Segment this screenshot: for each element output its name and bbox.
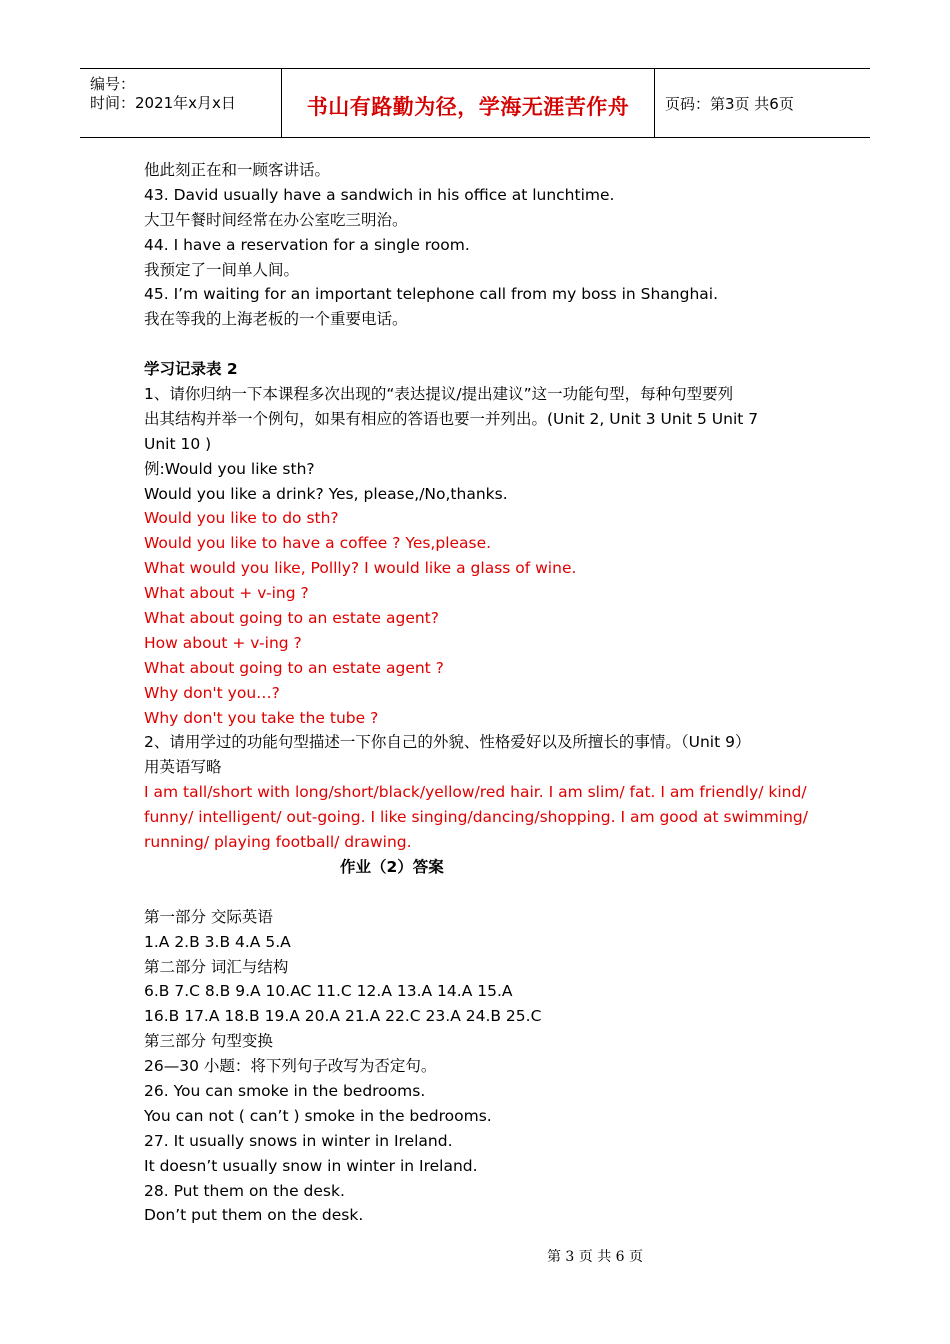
date-label: 时间：2021年x月x日 — [90, 94, 236, 112]
text-line: 第一部分 交际英语 — [144, 907, 273, 926]
text-line: 我在等我的上海老板的一个重要电话。 — [144, 310, 408, 329]
text-line: 28. Put them on the desk. — [144, 1181, 345, 1200]
text-line: 1、请你归纳一下本课程多次出现的“表达提议/提出建议”这一功能句型，每种句型要列 — [144, 385, 734, 404]
text-line: 作业（2）答案 — [340, 857, 444, 876]
page-number-label: 页码：第3页 共6页 — [665, 95, 794, 113]
text-line: What about going to an estate agent? — [144, 609, 439, 628]
text-line: funny/ intelligent/ out-going. I like singing/dancing/shopping. I am good at swimming/ — [144, 808, 808, 827]
page-footer — [0, 1246, 950, 1266]
text-line: 16.B 17.A 18.B 19.A 20.A 21.A 22.C 23.A 24.B 25.C — [144, 1007, 542, 1026]
text-line: 例:Would you like sth? — [144, 459, 315, 478]
text-line: 学习记录表 2 — [144, 360, 238, 379]
page-header — [80, 68, 870, 138]
text-line: 第三部分 句型变换 — [144, 1032, 273, 1051]
text-line: 他此刻正在和一顾客讲话。 — [144, 161, 331, 179]
document-body — [144, 158, 844, 1228]
text-line: 26. You can smoke in the bedrooms. — [144, 1081, 426, 1100]
header-motto-cell — [282, 69, 655, 137]
text-line: running/ playing football/ drawing. — [144, 833, 412, 852]
text-line: 1.A 2.B 3.B 4.A 5.A — [144, 932, 291, 951]
text-line: 45. I’m waiting for an important telephone call from my boss in Shanghai. — [144, 285, 719, 304]
text-line: 2、请用学过的功能句型描述一下你自己的外貌、性格爱好以及所擅长的事情。（Unit 9） — [144, 733, 751, 752]
text-line: 27. It usually snows in winter in Ireland. — [144, 1131, 453, 1150]
text-line: How about + v-ing ? — [144, 633, 302, 652]
text-line: Would you like a drink? Yes, please,/No,thanks. — [144, 484, 508, 503]
text-line: 6.B 7.C 8.B 9.A 10.AC 11.C 12.A 13.A 14.A 15.A — [144, 982, 513, 1001]
footer-page-number: 第 3 页 共 6 页 — [546, 1249, 644, 1265]
number-label: 编号： — [90, 75, 136, 93]
text-line: Why don't you…? — [144, 683, 280, 702]
text-line: 我预定了一间单人间。 — [144, 260, 300, 279]
text-line: 用英语写略 — [144, 758, 222, 777]
text-line: Unit 10 ) — [144, 434, 212, 453]
header-info-cell — [80, 69, 282, 137]
text-line: 第二部分 词汇与结构 — [144, 957, 289, 976]
text-line: Why don't you take the tube ? — [144, 708, 379, 727]
text-line: What about going to an estate agent ? — [144, 658, 444, 677]
header-page-cell — [655, 69, 870, 137]
text-line: 出其结构并举一个例句，如果有相应的答语也要一并列出。(Unit 2, Unit 3 Unit 5 Unit 7 — [144, 409, 759, 428]
text-line: You can not ( can’t ) smoke in the bedrooms. — [144, 1106, 492, 1125]
text-line: Don’t put them on the desk. — [144, 1206, 364, 1225]
blank-line — [144, 332, 844, 357]
text-line: 大卫午餐时间经常在办公室吃三明治。 — [144, 210, 408, 229]
text-line: 43. David usually have a sandwich in his office at lunchtime. — [144, 185, 615, 204]
text-line: What about + v-ing ? — [144, 584, 309, 603]
text-line: 26—30 小题：将下列句子改写为否定句。 — [144, 1057, 437, 1076]
text-line: Would you like to have a coffee ? Yes,please. — [144, 534, 492, 553]
motto: 书山有路勤为径，学海无涯苦作舟 — [306, 95, 630, 119]
text-line: What would you like, Pollly? I would like a glass of wine. — [144, 559, 577, 578]
blank-line — [144, 880, 844, 905]
text-line: Would you like to do sth? — [144, 509, 339, 528]
text-line: I am tall/short with long/short/black/yellow/red hair. I am slim/ fat. I am friendly/ kind/ — [144, 783, 807, 802]
text-line: 44. I have a reservation for a single room. — [144, 235, 470, 254]
text-line: It doesn’t usually snow in winter in Ireland. — [144, 1156, 478, 1175]
